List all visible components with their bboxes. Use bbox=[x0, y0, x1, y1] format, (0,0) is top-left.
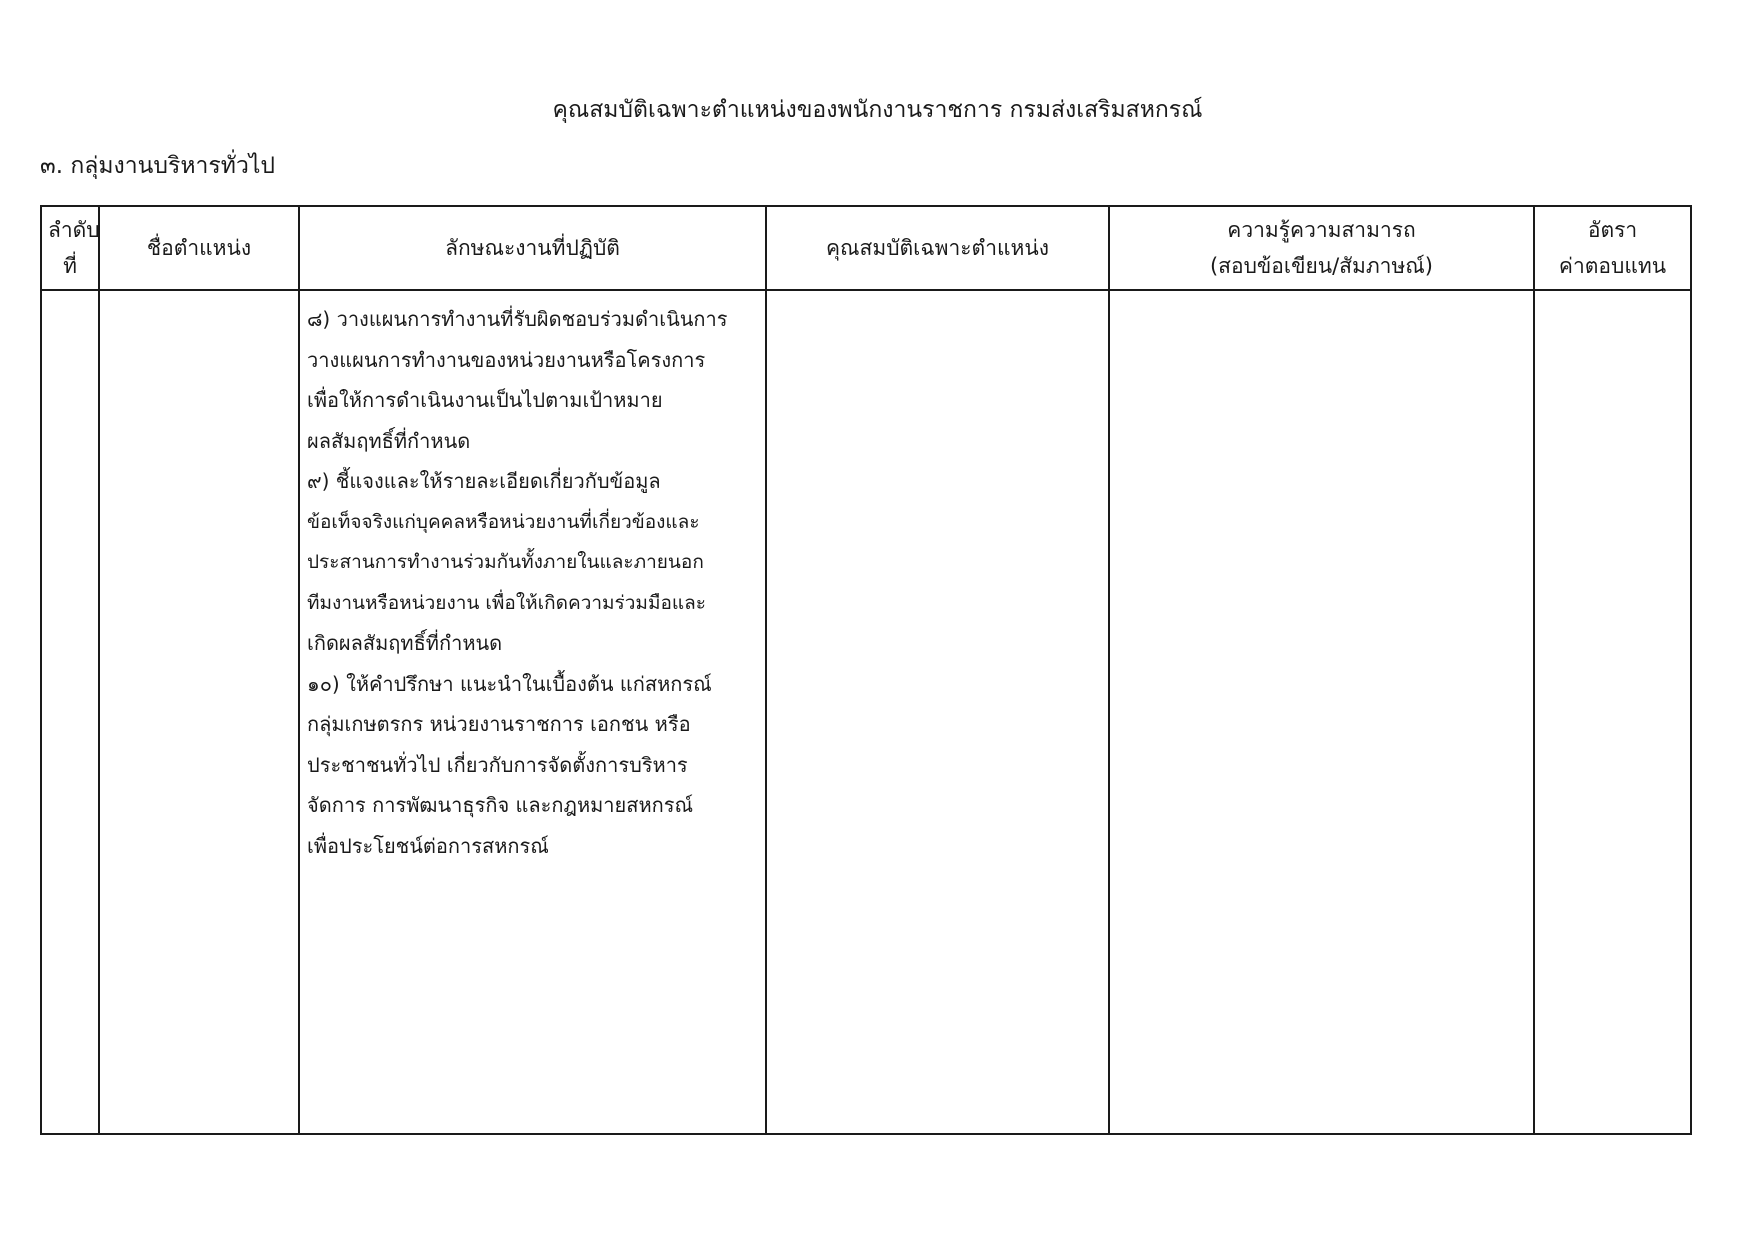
cell-pay bbox=[1534, 290, 1691, 1134]
duty-line: ๑๐) ให้คำปรึกษา แนะนำในเบื้องต้น แก่สหกรณ์ bbox=[307, 671, 712, 696]
section-heading: ๓. กลุ่มงานบริหารทั่วไป bbox=[40, 153, 276, 179]
cell-order bbox=[41, 290, 99, 1134]
header-knowledge-line1: ความรู้ความสามารถ bbox=[1227, 218, 1416, 242]
header-pay-line2: ค่าตอบแทน bbox=[1558, 254, 1667, 278]
duty-line: ผลสัมฤทธิ์ที่กำหนด bbox=[307, 428, 471, 453]
header-qualifications: คุณสมบัติเฉพาะตำแหน่ง bbox=[766, 206, 1109, 290]
header-knowledge bbox=[1109, 206, 1534, 290]
header-pay-line1: อัตรา bbox=[1587, 218, 1638, 242]
header-knowledge-line2: (สอบข้อเขียน/สัมภาษณ์) bbox=[1209, 254, 1433, 278]
qualification-table bbox=[40, 205, 1692, 1135]
duty-line: กลุ่มเกษตรกร หน่วยงานราชการ เอกชน หรือ bbox=[307, 712, 691, 736]
duty-line: ข้อเท็จจริงแก่บุคคลหรือหน่วยงานที่เกี่ยวข้องและ bbox=[307, 510, 700, 533]
header-order bbox=[41, 206, 99, 290]
header-order-line2: ที่ bbox=[63, 254, 77, 278]
cell-qualifications bbox=[766, 290, 1109, 1134]
duty-line: เพื่อให้การดำเนินงานเป็นไปตามเป้าหมาย bbox=[307, 388, 663, 412]
document-title: คุณสมบัติเฉพาะตำแหน่งของพนักงานราชการ กรมส่งเสริมสหกรณ์ bbox=[552, 97, 1203, 123]
table-row bbox=[41, 290, 1691, 1134]
table-header-row bbox=[41, 206, 1691, 290]
duty-line: จัดการ การพัฒนาธุรกิจ และกฎหมายสหกรณ์ bbox=[307, 793, 694, 817]
header-pay bbox=[1534, 206, 1691, 290]
duty-line: เพื่อประโยชน์ต่อการสหกรณ์ bbox=[307, 833, 549, 858]
cell-position-name bbox=[99, 290, 299, 1134]
header-position-name: ชื่อตำแหน่ง bbox=[99, 206, 299, 290]
duty-line: ทีมงานหรือหน่วยงาน เพื่อให้เกิดความร่วมมือและ bbox=[307, 591, 706, 614]
duty-line: ประสานการทำงานร่วมกันทั้งภายในและภายนอก bbox=[307, 551, 704, 573]
duty-line: เกิดผลสัมฤทธิ์ที่กำหนด bbox=[307, 631, 503, 655]
duty-line: ประชาชนทั่วไป เกี่ยวกับการจัดตั้งการบริหาร bbox=[307, 752, 688, 777]
job-description-list bbox=[300, 291, 765, 866]
header-job-description: ลักษณะงานที่ปฏิบัติ bbox=[299, 206, 766, 290]
duty-line: วางแผนการทำงานของหน่วยงานหรือโครงการ bbox=[307, 347, 706, 372]
header-order-line1: ลำดับ bbox=[48, 218, 100, 242]
cell-knowledge bbox=[1109, 290, 1534, 1134]
cell-job-description bbox=[299, 290, 766, 1134]
duty-line: ๙) ชี้แจงและให้รายละเอียดเกี่ยวกับข้อมูล bbox=[307, 469, 661, 493]
duty-line: ๘) วางแผนการทำงานที่รับผิดชอบร่วมดำเนินการ bbox=[307, 307, 728, 331]
